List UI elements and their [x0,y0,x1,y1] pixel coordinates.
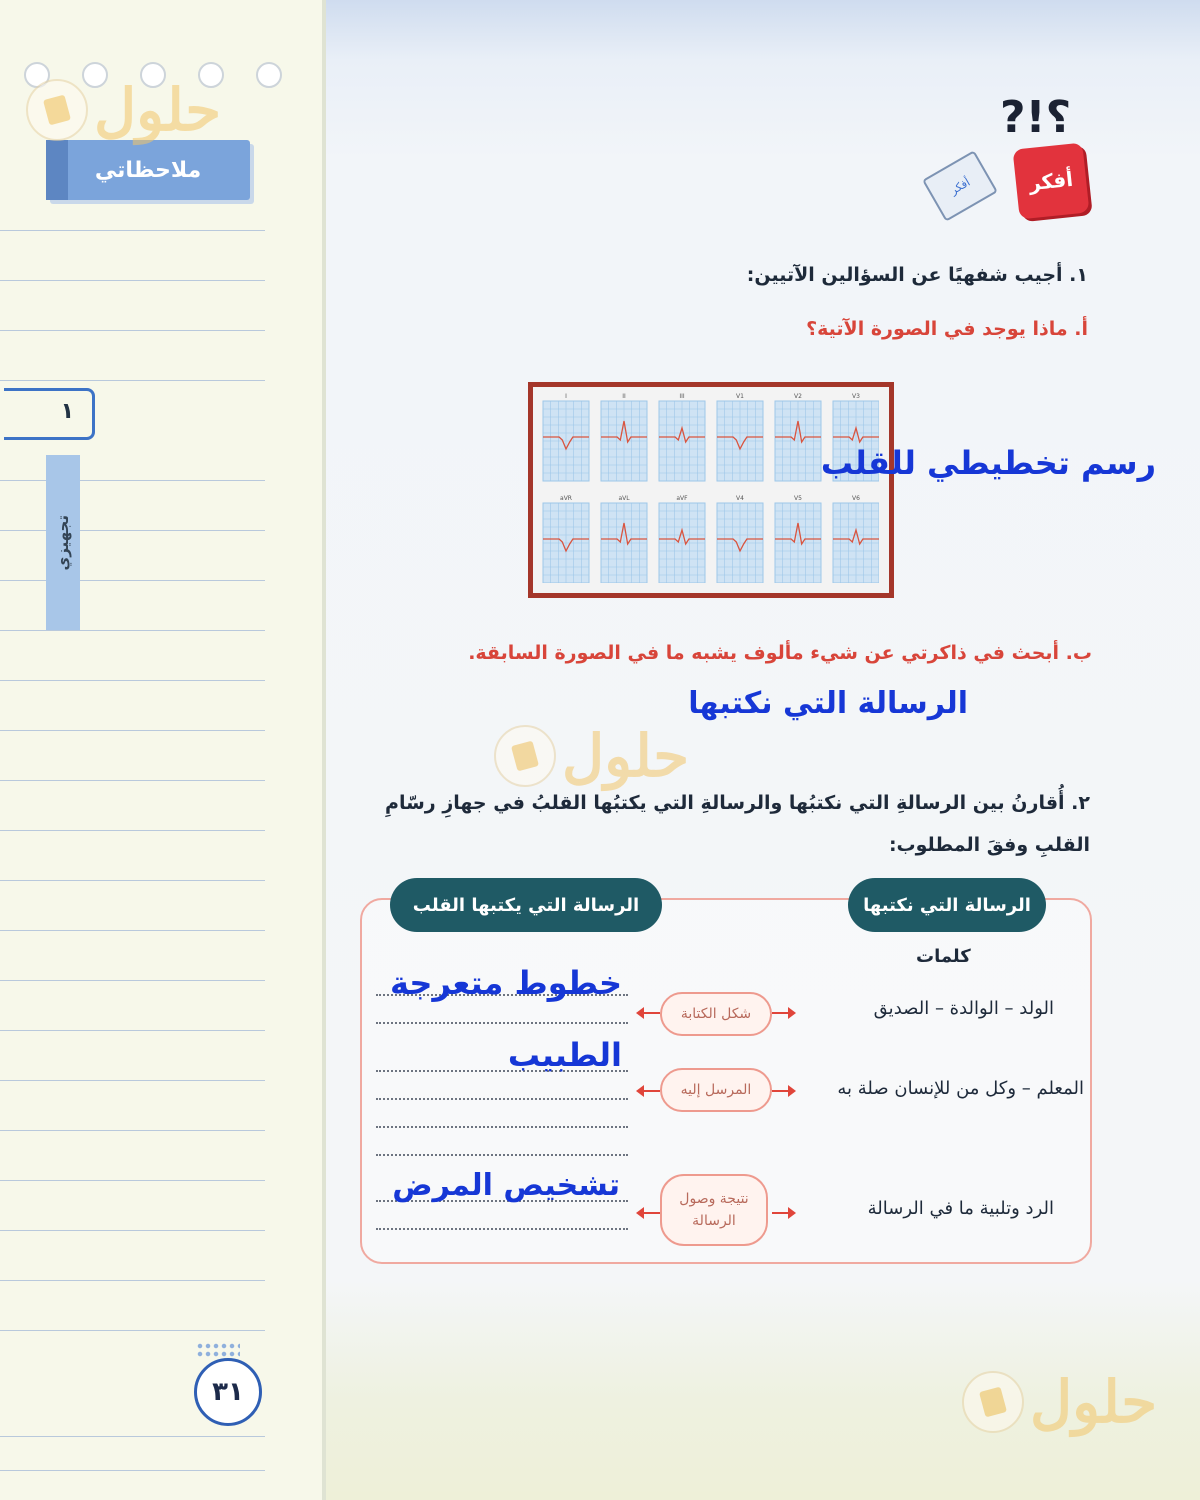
words-label: كلمات [916,946,971,967]
row-1-our-letter: الولد – الوالدة – الصديق [873,998,1054,1019]
ecg-image [528,382,894,598]
ecg-lead-label: II [622,393,626,400]
binder-hole [256,62,282,88]
arrow-right-icon [772,1012,794,1014]
decor-dots [196,1342,240,1358]
ruled-line [0,480,265,481]
ecg-lead-panel [833,495,879,583]
ruled-line [0,680,265,681]
book-icon [26,79,88,141]
answer-1a: رسم تخطيطي للقلب [820,444,1156,482]
ruled-line [0,1330,265,1331]
answer-line [376,1098,628,1100]
ruled-line [0,230,265,231]
ruled-line [0,780,265,781]
header-heart-letter: الرسالة التي يكتبها القلب [390,878,662,932]
notes-title [46,140,250,200]
arrow-right-icon [772,1212,794,1214]
header-our-letter: الرسالة التي نكتبها [848,878,1046,932]
ruled-line [0,380,265,381]
ruled-line [0,1130,265,1131]
ruled-line [0,980,265,981]
think-badge [1013,143,1090,220]
ecg-lead-label: aVR [560,495,572,502]
answer-1b: الرسالة التي نكتبها [688,686,968,721]
arrow-left-icon [638,1012,660,1014]
ecg-lead-panel [775,393,821,481]
criterion-3 [660,1174,768,1246]
main-page [326,0,1200,1500]
ruled-line [0,1280,265,1281]
ecg-lead-panel [601,393,647,481]
ecg-lead-label: V3 [852,393,860,400]
book-icon [494,725,556,787]
watermark-logo [494,722,689,790]
watermark-logo [26,76,221,144]
ecg-lead-label: III [679,393,685,400]
unit-marker [4,388,95,440]
ecg-lead-label: V6 [852,495,860,502]
page-number-text: ٣١ [212,1377,244,1407]
ecg-lead-label: V1 [736,393,744,400]
watermark-text: حلول [562,722,690,790]
row-2-our-letter: المعلم – وكل من للإنسان صلة به [837,1078,1084,1099]
answer-row-1: خطوط متعرجة [390,964,622,1002]
ecg-lead-panel [659,495,705,583]
think-badge-text: أفكر [1027,166,1075,196]
question-2: ٢. أُقارنُ بين الرسالةِ التي نكتبُها والرسالةِ التي يكتبُها القلبُ في جهازِ رسّامِ القلبِ وفقَ المطلوب: [385,792,1090,856]
ecg-lead-panel [543,393,589,481]
ruled-line [0,930,265,931]
criterion-1 [660,992,772,1036]
ecg-lead-label: V5 [794,495,802,502]
ruled-line [0,580,265,581]
ruled-line [0,1436,265,1437]
ruled-line [0,730,265,731]
ruled-line [0,280,265,281]
book-icon [962,1371,1024,1433]
ruled-line [0,830,265,831]
ecg-lead-panel [717,495,763,583]
notes-title-text: ملاحظاتي [94,157,202,183]
answer-line [376,1228,628,1230]
notebook-label: أفكر [947,175,973,197]
ruled-line [0,530,265,531]
criterion-2 [660,1068,772,1112]
ecg-lead-panel [601,495,647,583]
ecg-lead-panel [543,495,589,583]
ecg-lead-panel [775,495,821,583]
arrow-left-icon [638,1090,660,1092]
side-tab-label: تجهيزي [54,514,72,571]
criterion-1-text: شكل الكتابة [680,1006,752,1022]
criterion-3-text: نتيجة وصول الرسالة [679,1191,749,1229]
ruled-line [0,1230,265,1231]
ecg-chart [533,387,879,583]
notes-column [0,0,326,1500]
page-number [194,1358,262,1426]
ruled-line [0,330,265,331]
ecg-lead-label: aVL [618,495,630,502]
ecg-lead-label: I [565,393,567,400]
arrow-left-icon [638,1212,660,1214]
answer-line [376,1126,628,1128]
question-1: ١. أجيب شفهيًا عن السؤالين الآتيين: [746,264,1088,286]
ruled-line [0,880,265,881]
watermark-text: حلول [1030,1368,1158,1436]
criterion-2-text: المرسل إليه [680,1082,752,1098]
ruled-line [0,630,265,631]
unit-number: ١ [60,399,74,424]
ecg-lead-panel [659,393,705,481]
question-1a: أ. ماذا يوجد في الصورة الآتية؟ [806,318,1088,340]
question-1b: ب. أبحث في ذاكرتي عن شيء مألوف يشبه ما في الصورة السابقة. [468,642,1092,664]
watermark-logo [962,1368,1157,1436]
arrow-right-icon [772,1090,794,1092]
answer-line [376,1154,628,1156]
ecg-lead-panel [717,393,763,481]
side-tab [46,455,80,630]
ruled-line [0,1030,265,1031]
ruled-line [0,1180,265,1181]
ecg-lead-label: V4 [736,495,744,502]
ecg-lead-label: aVF [676,495,688,502]
row-3-our-letter: الرد وتلبية ما في الرسالة [867,1198,1054,1219]
ecg-lead-label: V2 [794,393,802,400]
thinking-marks-icon: ?!؟ [1000,92,1072,143]
answer-line [376,1022,628,1024]
answer-row-3: تشخيص المرض [392,1168,620,1203]
ruled-line [0,1470,265,1471]
watermark-text: حلول [94,76,222,144]
answer-row-2: الطبيب [507,1036,622,1074]
ruled-line [0,1080,265,1081]
